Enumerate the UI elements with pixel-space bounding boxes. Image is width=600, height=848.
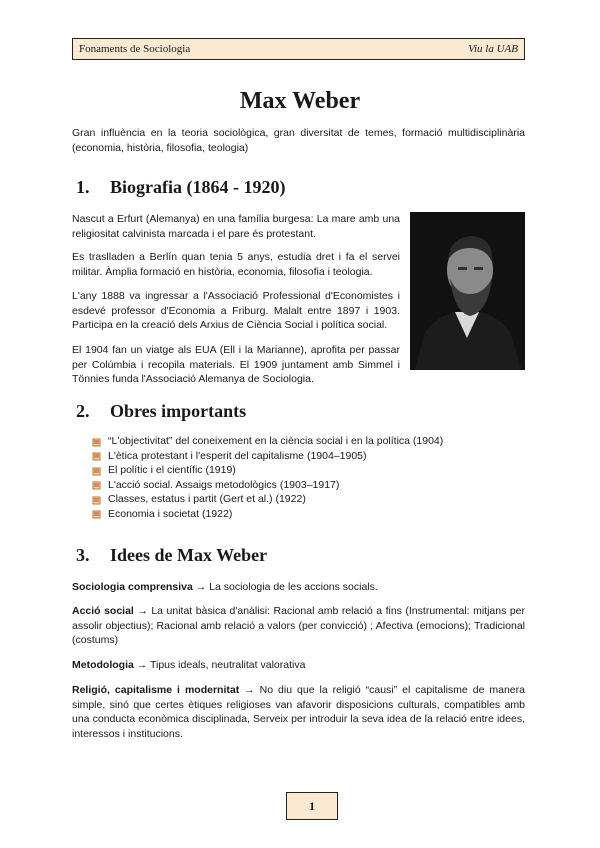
list-item: L'acció social. Assaigs metodològics (1903–1917) (92, 478, 443, 493)
works-list (92, 434, 443, 521)
section-3-title: Idees de Max Weber (110, 545, 268, 565)
idea-text: → Tipus ideals, neutralitat valorativa (133, 659, 306, 671)
idea-paragraph (72, 580, 525, 595)
list-item: “L'objectivitat” del coneixement en la ciència social i en la política (1904) (92, 434, 443, 449)
idea-term: Acció social (72, 605, 134, 617)
section-3-number: 3. (76, 545, 90, 565)
list-item: Classes, estatus i partit (Gert et al.) (1922) (92, 492, 443, 507)
section-3-heading (76, 545, 267, 566)
idea-term: Sociologia comprensiva (72, 581, 193, 593)
document-bullet-icon (92, 480, 102, 489)
section-1-title: Biografia (1864 - 1920) (110, 177, 286, 197)
page-header (72, 38, 525, 60)
list-item: El polític i el científic (1919) (92, 463, 443, 478)
document-bullet-icon (92, 509, 102, 518)
portrait-photo (410, 212, 525, 370)
list-item: Economia i societat (1922) (92, 507, 443, 522)
section-1-number: 1. (76, 177, 90, 197)
section-1-heading (76, 177, 285, 198)
idea-text: → No diu que la religió “causi” el capitalisme de manera simple, sinó que certes ètiques religioses van afavorir disposicions culturals, compatibles amb una conducta econòmica disciplinada, Serveix per introduir la seva idea de la relació entre idees, interessos i institucions. (72, 684, 525, 740)
list-item: L'ètica protestant i l'esperit del capitalisme (1904–1905) (92, 449, 443, 464)
header-course-title: Fonaments de Sociologia (79, 43, 191, 55)
bio-paragraph-1: Nascut a Erfurt (Alemanya) en una família burgesa: La mare amb una religiositat calvinista marcada i el pare és protestant. (72, 213, 400, 240)
section-2-title: Obres importants (110, 401, 247, 421)
header-university: Viu la UAB (468, 43, 518, 55)
page-number: 1 (286, 792, 338, 820)
idea-paragraph (72, 658, 525, 673)
idea-paragraph (72, 683, 525, 741)
idea-paragraph (72, 604, 525, 648)
idea-term: Religió, capitalisme i modernitat (72, 684, 240, 696)
idea-text: → La unitat bàsica d'anàlisi: Racional amb relació a fins (Instrumental: mitjans per assolir objectius); Racional amb relació a valors (per convicció) ; Afectiva (emocions); Tradicional (costums) (72, 605, 526, 647)
document-bullet-icon (92, 495, 102, 504)
bio-paragraph-3: L'any 1888 va ingressar a l'Associació Professional d'Economistes i esdevé professor d'Economia a Friburg. Malalt entre 1897 i 1903. Participa en la creació dels Arxius de Ciència Social i política social. (72, 290, 400, 332)
document-bullet-icon (92, 437, 102, 446)
bio-paragraph-2: Es traslladen a Berlín quan tenia 5 anys, estudia dret i fa el servei militar. Àmplia formació en història, economia, filosofia i teologia. (72, 251, 400, 278)
idea-text: → La sociologia de les accions socials. (192, 581, 378, 593)
bio-paragraph-4: El 1904 fan un viatge als EUA (Ell i la Marianne), aprofita per passar per Colúmbia i recopila materials. El 1909 juntament amb Simmel i Tönnies funda l'Associació Alemanya de Sociologia. (72, 344, 400, 386)
page-title: Max Weber (239, 88, 361, 114)
document-bullet-icon (92, 451, 102, 460)
section-2-heading (76, 401, 246, 422)
section-2-number: 2. (76, 401, 90, 421)
idea-term: Metodologia (72, 659, 134, 671)
document-bullet-icon (92, 466, 102, 475)
intro-paragraph: Gran influència en la teoria sociològica, gran diversitat de temes, formació multidisciplinària (economia, història, filosofia, teologia) (72, 127, 525, 154)
